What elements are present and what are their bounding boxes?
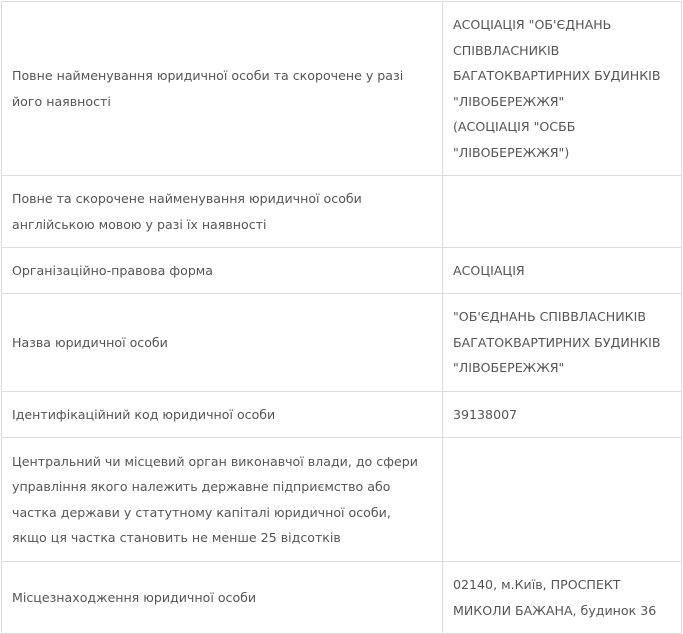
table-row xyxy=(2,392,682,438)
row-label-cell xyxy=(2,562,443,634)
row-value-cell xyxy=(443,176,682,248)
row-label-cell xyxy=(2,2,443,176)
row-label-cell xyxy=(2,438,443,562)
entity-name-label: Назва юридичної особи xyxy=(12,334,168,350)
full-name-label: Повне найменування юридичної особи та скорочене у разі його наявності xyxy=(12,68,404,109)
governing-body-label: Центральний чи місцевий орган виконавчої влади, до сфери управління якого належить державне підприємство або частка держави у статутному капіталі юридичної особи, якщо ця частка становить не менше 25 відсотків xyxy=(12,453,418,545)
id-code-value: 39138007 xyxy=(453,406,518,422)
row-label-cell xyxy=(2,176,443,248)
row-label-cell xyxy=(2,248,443,294)
registry-table xyxy=(1,1,682,634)
row-value-cell xyxy=(443,562,682,634)
legal-form-label: Організаційно-правова форма xyxy=(12,262,214,278)
table-row xyxy=(2,294,682,392)
legal-form-value: АСОЦІАЦІЯ xyxy=(453,262,525,278)
row-value-cell xyxy=(443,2,682,176)
table-row xyxy=(2,438,682,562)
table-row xyxy=(2,562,682,634)
english-name-label: Повне та скорочене найменування юридичної особи англійською мовою у разі їх наявності xyxy=(12,191,362,232)
location-label: Місцезнаходження юридичної особи xyxy=(12,589,257,605)
table-row xyxy=(2,248,682,294)
row-value-cell xyxy=(443,248,682,294)
entity-name-value: "ОБ'ЄДНАНЬ СПІВВЛАСНИКІВ БАГАТОКВАРТИРНИХ БУДИНКІВ "ЛІВОБЕРЕЖЖЯ" xyxy=(453,309,661,376)
row-value-cell xyxy=(443,438,682,562)
table-row xyxy=(2,176,682,248)
row-label-cell xyxy=(2,392,443,438)
row-label-cell xyxy=(2,294,443,392)
row-value-cell xyxy=(443,392,682,438)
table-row xyxy=(2,2,682,176)
full-name-value: АСОЦІАЦІЯ "ОБ'ЄДНАНЬ СПІВВЛАСНИКІВ БАГАТОКВАРТИРНИХ БУДИНКІВ "ЛІВОБЕРЕЖЖЯ" (АСОЦІАЦІЯ "ОСББ "ЛІВОБЕРЕЖЖЯ") xyxy=(453,17,661,160)
id-code-label: Ідентифікаційний код юридичної особи xyxy=(12,406,276,422)
location-value: 02140, м.Київ, ПРОСПЕКТ МИКОЛИ БАЖАНА, будинок 36 xyxy=(453,577,657,618)
row-value-cell xyxy=(443,294,682,392)
